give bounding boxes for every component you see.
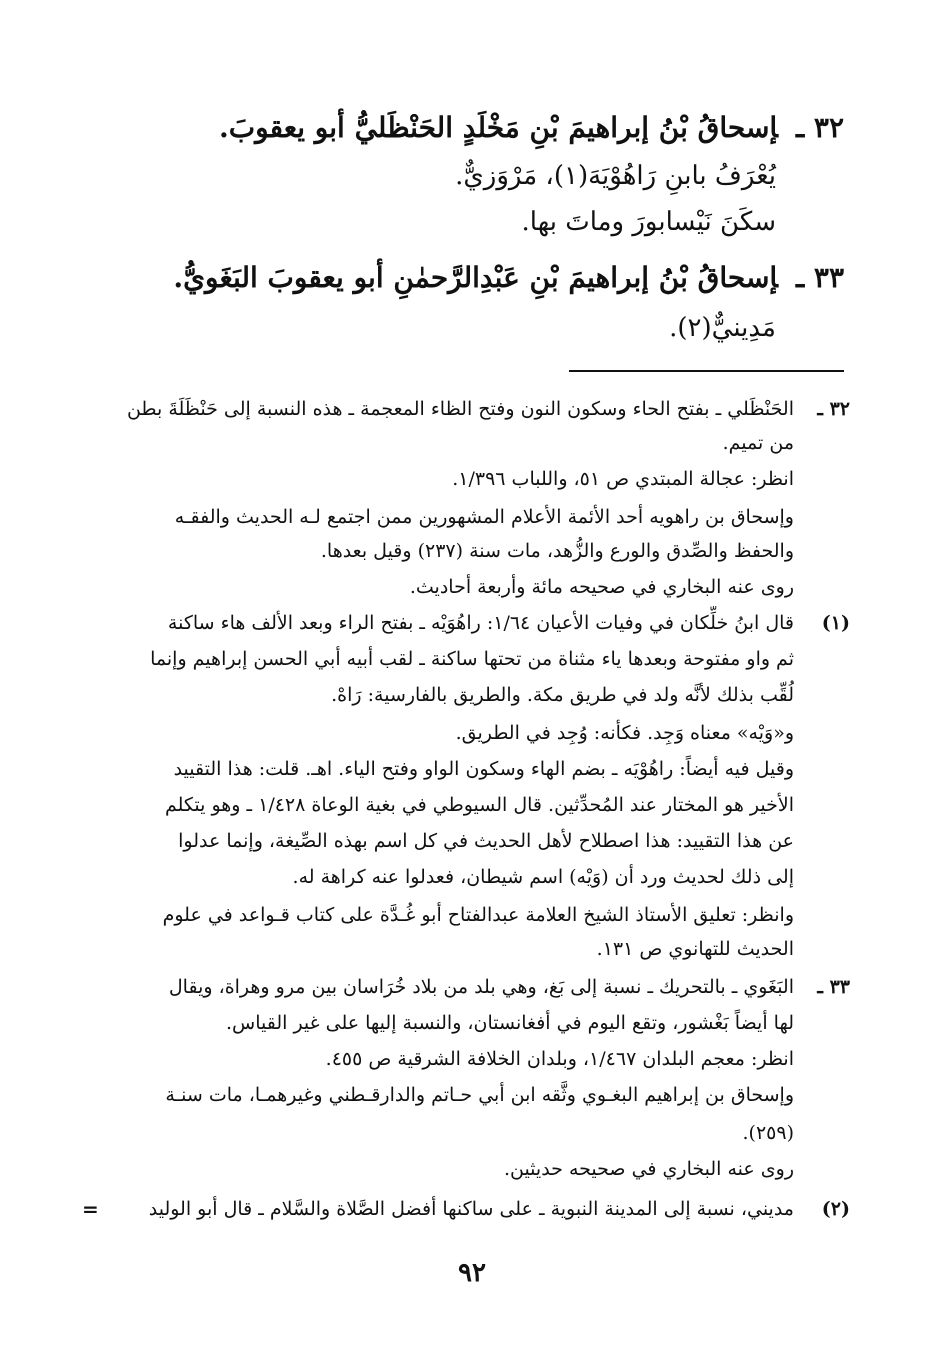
entry-32-heading-text: إسحاقُ بْنُ إبراهيمَ بْنِ مَخْلَدٍ الحَنْظَليُّ أبو يعقوبَ. [219, 111, 778, 144]
footnote-1-line-5: وقيل فيه أيضاً: راهُوْيَه ـ بضم الهاء وسكون الواو وفتح الياء. اهـ. قلت: هذا التقييد [173, 758, 794, 780]
footnote-1-line-3: لُقِّب بذلك لأنَّه ولد في طريق مكة. والطريق بالفارسية: رَاهْ. [331, 684, 794, 706]
footnote-1-line-2: ثم واو مفتوحة وبعدها ياء مثناة من تحتها ساكنة ـ لقب أبيه أبي الحسن إبراهيم وإنما [150, 648, 794, 670]
footnote-32-line-4: وإسحاق بن راهويه أحد الأئمة الأعلام المشهورين ممن اجتمع لـه الحديث والفقـه [174, 506, 794, 528]
footnote-33-line-6: روى عنه البخاري في صحيحه حديثين. [503, 1158, 794, 1180]
entry-33-heading [70, 258, 844, 298]
footnote-32-line-1: الحَنْظَلي ـ بفتح الحاء وسكون النون وفتح الظاء المعجمة ـ هذه النسبة إلى حَنْظَلَةَ بطن [126, 398, 794, 420]
entry-32-line-1: يُعْرَفُ بابنِ رَاهُوْيَهَ(١)، مَرْوَزيٌّ. [455, 161, 776, 191]
footnote-33-line-1: البَغَوي ـ بالتحريك ـ نسبة إلى بَغ، وهي بلد من بلاد خُرَاسان بين مرو وهراة، ويقال [168, 976, 794, 998]
footnote-32-line-6: روى عنه البخاري في صحيحه مائة وأربعة أحاديث. [409, 576, 794, 598]
entry-32-heading [70, 108, 844, 148]
footnote-33-marker: ٣٣ ـ [817, 976, 850, 998]
footnote-1-line-8: إلى ذلك لحديث ورد أن (وَيْه) اسم شيطان، فعدلوا عنه كراهة له. [292, 866, 794, 888]
footnote-33-line-3: انظر: معجم البلدان ١/٤٦٧، وبلدان الخلافة الشرقية ص ٤٥٥. [325, 1048, 794, 1070]
footnote-1-line-9: وانظر: تعليق الأستاذ الشيخ العلامة عبدالفتاح أبو غُـدَّة على كتاب قـواعد في علوم [162, 904, 794, 926]
footnote-33-line-5: (٢٥٩). [742, 1122, 794, 1144]
entry-33-number: ٣٣ ـ [795, 261, 844, 294]
footnote-separator [569, 370, 844, 372]
footnote-32-line-3: انظر: عجالة المبتدي ص ٥١، واللباب ١/٣٩٦. [452, 468, 794, 490]
entry-32-number: ٣٢ ـ [795, 111, 844, 144]
footnote-32-line-5: والحفظ والصِّدق والورع والزُّهد، مات سنة (٢٣٧) وقيل بعدها. [320, 540, 794, 562]
footnote-32-line-2: من تميم. [722, 432, 794, 454]
continuation-mark: = [82, 1197, 99, 1221]
footnote-33-line-2: لها أيضاً بَغْشور، وتقع اليوم في أفغانستان، والنسبة إليها على غير القياس. [225, 1012, 794, 1034]
footnote-32-marker: ٣٢ ـ [817, 398, 850, 420]
footnote-1-marker: (١) [821, 612, 850, 634]
footnote-1-line-6: الأخير هو المختار عند المُحدِّثين. قال السيوطي في بغية الوعاة ١/٤٢٨ ـ وهو يتكلم [164, 794, 794, 816]
footnote-2-line-1: مديني، نسبة إلى المدينة النبوية ـ على ساكنها أفضل الصَّلاة والسَّلام ـ قال أبو الوليد [148, 1198, 794, 1220]
entry-33-line-1: مَدِينيٌّ(٢). [669, 313, 776, 343]
entry-33-heading-text: إسحاقُ بْنُ إبراهيمَ بْنِ عَبْدِالرَّحمٰنِ أبو يعقوبَ البَغَويُّ. [173, 261, 778, 294]
footnote-1-line-4: و«وَيْه» معناه وَجِد. فكأنه: وُجِد في الطريق. [455, 722, 794, 744]
footnote-2-marker: (٢) [821, 1198, 850, 1220]
entry-32-line-2: سكَنَ نَيْسابورَ وماتَ بها. [521, 207, 776, 237]
footnote-33-line-4: وإسحاق بن إبراهيم البغـوي وثَّقه ابن أبي حـاتم والدارقـطني وغيرهمـا، مات سنـة [165, 1084, 794, 1106]
footnote-1-line-1: قال ابنُ خلِّكان في وفيات الأعيان ١/٦٤: راهُوَيْه ـ بفتح الراء وبعد الألف هاء ساكنة [167, 612, 794, 634]
page-number: ٩٢ [458, 1258, 486, 1288]
footnote-1-line-10: الحديث للتهانوي ص ١٣١. [596, 938, 794, 960]
footnote-1-line-7: عن هذا التقييد: هذا اصطلاح لأهل الحديث في كل اسم بهذه الصِّيغة، وإنما عدلوا [178, 830, 794, 852]
